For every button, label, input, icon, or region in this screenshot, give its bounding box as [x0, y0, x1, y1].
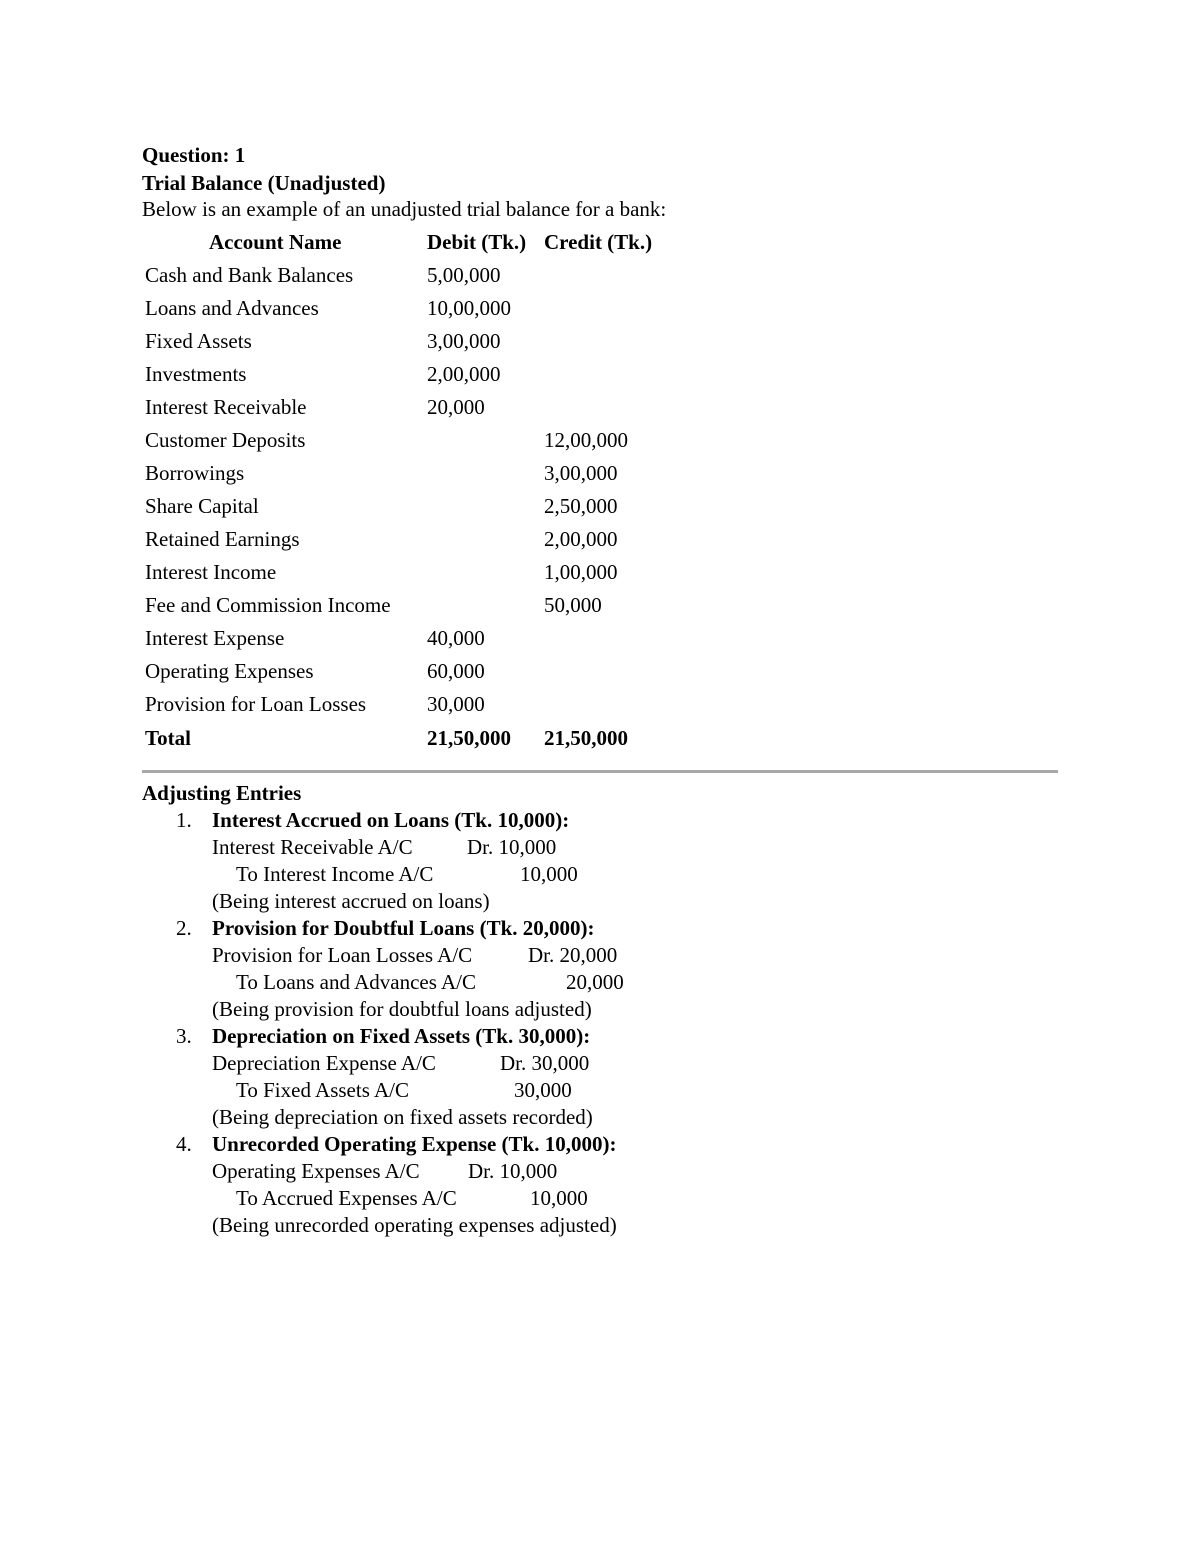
credit-account: To Loans and Advances A/C [236, 970, 476, 994]
table-row [142, 457, 702, 490]
debit-amount: Dr. 10,000 [467, 835, 557, 859]
debit-account: Depreciation Expense A/C [212, 1051, 436, 1075]
entry-credit-line [212, 1185, 1042, 1212]
total-label: Total [145, 726, 191, 750]
table-row [142, 622, 702, 655]
debit-value: 20,000 [427, 395, 485, 419]
account-name: Provision for Loan Losses [145, 692, 367, 716]
debit-value: 5,00,000 [427, 263, 501, 287]
debit-value: 60,000 [427, 659, 485, 683]
table-header-row [142, 226, 702, 259]
table-row [142, 523, 702, 556]
entry-debit-line [212, 1158, 1042, 1185]
credit-value: 50,000 [544, 593, 602, 617]
total-credit: 21,50,000 [544, 726, 628, 750]
entry-narration: (Being interest accrued on loans) [212, 889, 490, 913]
entry-heading: Interest Accrued on Loans (Tk. 10,000): [212, 808, 570, 832]
debit-amount: Dr. 10,000 [468, 1159, 558, 1183]
entry-heading: Provision for Doubtful Loans (Tk. 20,000): [212, 916, 595, 940]
table-row [142, 556, 702, 589]
adjusting-entry [142, 915, 1042, 1023]
question-label: Question: 1 [142, 143, 246, 167]
trial-balance-table [142, 226, 702, 755]
debit-account: Provision for Loan Losses A/C [212, 943, 473, 967]
account-name: Share Capital [145, 494, 259, 518]
account-name: Fixed Assets [145, 329, 252, 353]
table-row [142, 424, 702, 457]
account-name: Borrowings [145, 461, 245, 485]
trial-balance-title: Trial Balance (Unadjusted) [142, 171, 386, 195]
account-name: Interest Expense [145, 626, 285, 650]
debit-value: 10,00,000 [427, 296, 511, 320]
entry-narration: (Being depreciation on fixed assets recorded) [212, 1105, 593, 1129]
credit-account: To Fixed Assets A/C [236, 1078, 409, 1102]
entry-credit-line [212, 969, 1042, 996]
entry-number: 4. [176, 1132, 192, 1156]
entry-number: 3. [176, 1024, 192, 1048]
entry-narration: (Being unrecorded operating expenses adjusted) [212, 1213, 617, 1237]
credit-amount: 30,000 [514, 1078, 572, 1102]
credit-value: 3,00,000 [544, 461, 618, 485]
adjusting-entry [142, 1023, 1042, 1131]
table-total-row [142, 722, 702, 755]
entry-heading: Unrecorded Operating Expense (Tk. 10,000): [212, 1132, 617, 1156]
debit-account: Operating Expenses A/C [212, 1159, 420, 1183]
account-name: Cash and Bank Balances [145, 263, 354, 287]
credit-amount: 10,000 [520, 862, 578, 886]
adjusting-entries-title: Adjusting Entries [142, 781, 302, 805]
credit-account: To Accrued Expenses A/C [236, 1186, 457, 1210]
entry-debit-line [212, 942, 1042, 969]
entry-number: 1. [176, 808, 192, 832]
table-row [142, 259, 702, 292]
credit-value: 12,00,000 [544, 428, 628, 452]
account-name: Operating Expenses [145, 659, 314, 683]
credit-account: To Interest Income A/C [236, 862, 434, 886]
credit-amount: 20,000 [566, 970, 624, 994]
table-row [142, 292, 702, 325]
table-row [142, 490, 702, 523]
table-row [142, 655, 702, 688]
debit-value: 3,00,000 [427, 329, 501, 353]
account-name: Loans and Advances [145, 296, 319, 320]
entry-debit-line [212, 1050, 1042, 1077]
debit-amount: Dr. 30,000 [500, 1051, 590, 1075]
entry-narration: (Being provision for doubtful loans adjusted) [212, 997, 592, 1021]
adjusting-entry [142, 1131, 1042, 1239]
table-row [142, 325, 702, 358]
adjusting-entries-section [142, 780, 1042, 1239]
account-name: Customer Deposits [145, 428, 306, 452]
account-name: Fee and Commission Income [145, 593, 391, 617]
debit-value: 30,000 [427, 692, 485, 716]
entry-number: 2. [176, 916, 192, 940]
table-row [142, 589, 702, 622]
account-name: Interest Receivable [145, 395, 307, 419]
table-row [142, 391, 702, 424]
entry-credit-line [212, 861, 1042, 888]
entry-credit-line [212, 1077, 1042, 1104]
credit-value: 2,50,000 [544, 494, 618, 518]
adjusting-entry [142, 807, 1042, 915]
debit-account: Interest Receivable A/C [212, 835, 413, 859]
header-account-name: Account Name [209, 230, 342, 254]
debit-amount: Dr. 20,000 [528, 943, 618, 967]
credit-value: 1,00,000 [544, 560, 618, 584]
debit-value: 2,00,000 [427, 362, 501, 386]
horizontal-divider [142, 770, 1058, 773]
account-name: Interest Income [145, 560, 277, 584]
account-name: Retained Earnings [145, 527, 300, 551]
entry-heading: Depreciation on Fixed Assets (Tk. 30,000): [212, 1024, 591, 1048]
trial-balance-intro: Below is an example of an unadjusted trial balance for a bank: [142, 197, 667, 221]
table-row [142, 688, 702, 721]
account-name: Investments [145, 362, 247, 386]
table-row [142, 358, 702, 391]
total-debit: 21,50,000 [427, 726, 511, 750]
debit-value: 40,000 [427, 626, 485, 650]
header-debit: Debit (Tk.) [427, 230, 527, 254]
credit-value: 2,00,000 [544, 527, 618, 551]
header-credit: Credit (Tk.) [544, 230, 653, 254]
credit-amount: 10,000 [530, 1186, 588, 1210]
entry-debit-line [212, 834, 1042, 861]
